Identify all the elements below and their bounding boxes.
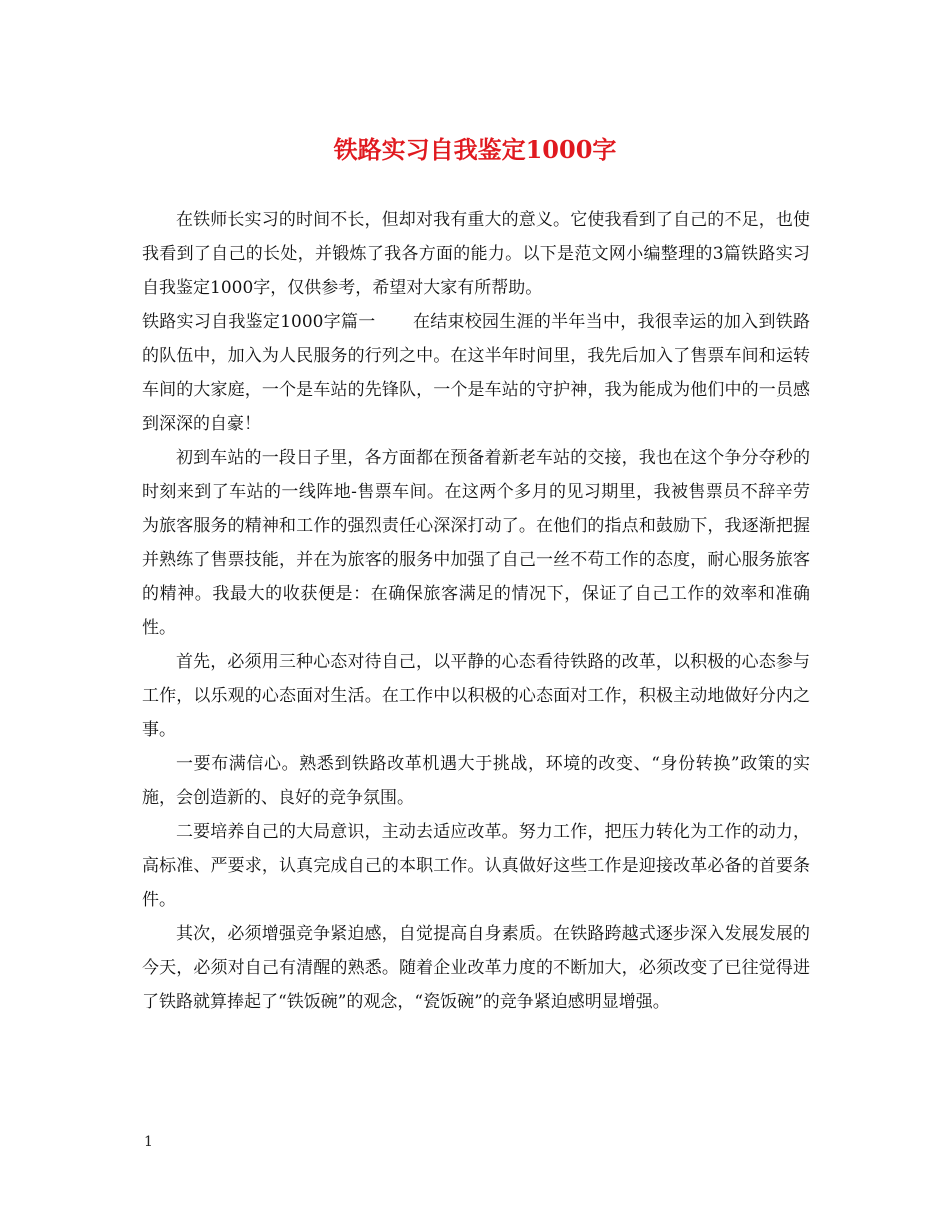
body-paragraph: 二要培养自己的大局意识，主动去适应改革。努力工作，把压力转化为工作的动力，高标准、严要求，认真完成自己的本职工作。认真做好这些工作是迎接改革必备的首要条件。 — [142, 822, 810, 910]
body-paragraph: 初到车站的一段日子里，各方面都在预备着新老车站的交接，我也在这个争分夺秒的时刻来到了车站的一线阵地-售票车间。在这两个多月的见习期里，我被售票员不辞辛劳为旅客服务的精神和工作的强烈责任心深深打动了。在他们的指点和鼓励下，我逐渐把握并熟练了售票技能，并在为旅客的服务中加强了自己一丝不苟工作的态度，耐心服务旅客的精神。我最大的收获便是：在确保旅客满足的情况下，保证了自己工作的效率和准确性。 — [142, 448, 810, 638]
body-paragraph: 首先，必须用三种心态对待自己，以平静的心态看待铁路的改革，以积极的心态参与工作，以乐观的心态面对生活。在工作中以积极的心态面对工作，积极主动地做好分内之事。 — [142, 652, 810, 740]
body-paragraph: 一要布满信心。熟悉到铁路改革机遇大于挑战，环境的改变、“身份转换”政策的实施，会创造新的、良好的竞争氛围。 — [142, 754, 810, 808]
paragraph-text: 在结束校园生涯的半年当中，我很幸运的加入到铁路的队伍中，加入为人民服务的行列之中。在这半年时间里，我先后加入了售票车间和运转车间的大家庭，一个是车站的先锋队，一个是车站的守护神，我为能成为他们中的一员感到深深的自豪！ — [142, 312, 810, 434]
document-title: 铁路实习自我鉴定1000字 — [333, 135, 617, 164]
section-heading: 铁路实习自我鉴定1000字篇一 — [142, 312, 376, 332]
page-number: 1 — [144, 1134, 153, 1150]
section-paragraph-1 — [142, 305, 810, 441]
intro-paragraph: 在铁师长实习的时间不长，但却对我有重大的意义。它使我看到了自己的不足，也使我看到了自己的长处，并锻炼了我各方面的能力。以下是范文网小编整理的3篇铁路实习自我鉴定1000字，仅供参考，希望对大家有所帮助。 — [142, 210, 810, 298]
body-paragraph: 其次，必须增强竞争紧迫感，自觉提高自身素质。在铁路跨越式逐步深入发展发展的今天，必须对自己有清醒的熟悉。随着企业改革力度的不断加大，必须改变了已往觉得进了铁路就算捧起了“铁饭碗”的观念，“瓷饭碗”的竞争紧迫感明显增强。 — [142, 924, 810, 1012]
document-body — [142, 203, 810, 1019]
